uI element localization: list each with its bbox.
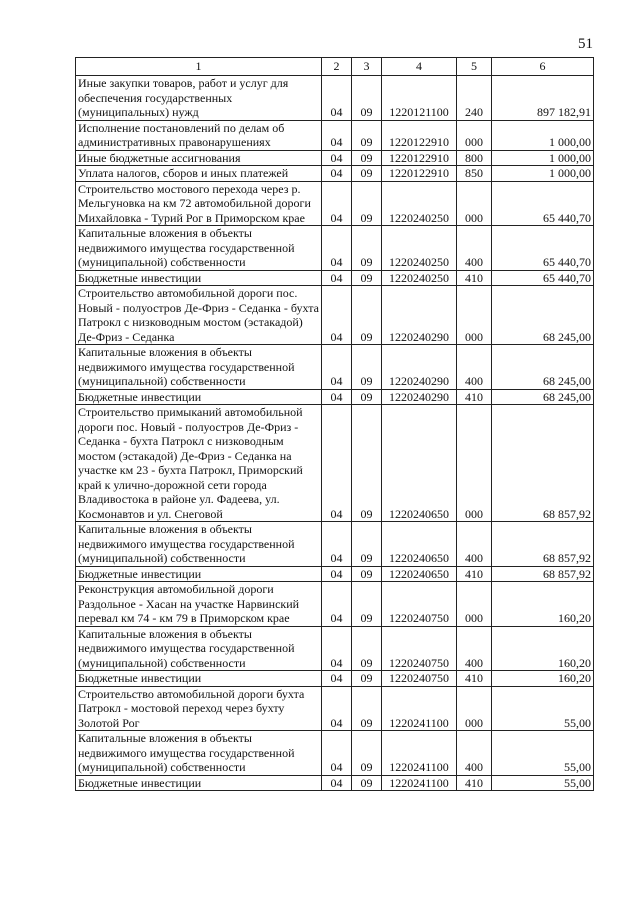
row-expense-type-cell: 240 <box>457 76 492 121</box>
row-expense-type-cell: 000 <box>457 405 492 522</box>
row-amount-cell: 68 245,00 <box>492 345 594 390</box>
table-row <box>76 686 594 731</box>
row-subsection-cell: 09 <box>352 522 382 567</box>
table-row <box>76 181 594 226</box>
row-name-cell: Строительство автомобильной дороги пос. Новый - полуостров Де-Фриз - Седанка - бухта Патрокл с низководным мостом (эстакадой) Де-Фриз - Седанка <box>76 286 322 345</box>
row-target-article-cell: 1220122910 <box>382 150 457 166</box>
row-subsection-cell: 09 <box>352 226 382 271</box>
row-subsection-cell: 09 <box>352 270 382 286</box>
row-section-cell: 04 <box>322 270 352 286</box>
row-subsection-cell: 09 <box>352 686 382 731</box>
row-amount-cell: 160,20 <box>492 671 594 687</box>
table-row <box>76 566 594 582</box>
row-expense-type-cell: 400 <box>457 522 492 567</box>
row-target-article-cell: 1220240750 <box>382 626 457 671</box>
table-row <box>76 270 594 286</box>
row-target-article-cell: 1220241100 <box>382 731 457 776</box>
row-target-article-cell: 1220240650 <box>382 566 457 582</box>
row-name-cell: Капитальные вложения в объекты недвижимого имущества государственной (муниципальной) собственности <box>76 226 322 271</box>
row-amount-cell: 68 245,00 <box>492 286 594 345</box>
row-expense-type-cell: 400 <box>457 226 492 271</box>
row-name-cell: Бюджетные инвестиции <box>76 671 322 687</box>
table-row <box>76 389 594 405</box>
row-section-cell: 04 <box>322 626 352 671</box>
row-name-cell: Бюджетные инвестиции <box>76 775 322 791</box>
header-cell: 5 <box>457 58 492 76</box>
row-target-article-cell: 1220240750 <box>382 582 457 627</box>
row-amount-cell: 68 245,00 <box>492 389 594 405</box>
row-target-article-cell: 1220241100 <box>382 775 457 791</box>
header-cell: 3 <box>352 58 382 76</box>
row-name-cell: Строительство автомобильной дороги бухта Патрокл - мостовой переход через бухту Золотой Рог <box>76 686 322 731</box>
row-subsection-cell: 09 <box>352 181 382 226</box>
row-section-cell: 04 <box>322 566 352 582</box>
row-name-cell: Бюджетные инвестиции <box>76 566 322 582</box>
row-amount-cell: 897 182,91 <box>492 76 594 121</box>
row-name-cell: Иные закупки товаров, работ и услуг для обеспечения государственных (муниципальных) нужд <box>76 76 322 121</box>
row-amount-cell: 1 000,00 <box>492 150 594 166</box>
row-section-cell: 04 <box>322 76 352 121</box>
row-expense-type-cell: 000 <box>457 181 492 226</box>
row-subsection-cell: 09 <box>352 566 382 582</box>
row-section-cell: 04 <box>322 226 352 271</box>
row-subsection-cell: 09 <box>352 166 382 182</box>
row-section-cell: 04 <box>322 671 352 687</box>
row-subsection-cell: 09 <box>352 731 382 776</box>
row-target-article-cell: 1220240250 <box>382 270 457 286</box>
row-expense-type-cell: 000 <box>457 286 492 345</box>
row-amount-cell: 68 857,92 <box>492 405 594 522</box>
header-cell: 2 <box>322 58 352 76</box>
row-subsection-cell: 09 <box>352 405 382 522</box>
row-expense-type-cell: 410 <box>457 566 492 582</box>
row-expense-type-cell: 000 <box>457 686 492 731</box>
row-section-cell: 04 <box>322 150 352 166</box>
table-header-row <box>76 58 594 76</box>
row-name-cell: Строительство мостового перехода через р. Мельгуновка на км 72 автомобильной дороги Михайловка - Турий Рог в Приморском крае <box>76 181 322 226</box>
table-row <box>76 405 594 522</box>
row-subsection-cell: 09 <box>352 286 382 345</box>
row-subsection-cell: 09 <box>352 120 382 150</box>
header-cell: 6 <box>492 58 594 76</box>
row-target-article-cell: 1220241100 <box>382 686 457 731</box>
row-name-cell: Бюджетные инвестиции <box>76 270 322 286</box>
budget-table <box>75 57 594 791</box>
table-row <box>76 120 594 150</box>
header-cell: 1 <box>76 58 322 76</box>
row-name-cell: Реконструкция автомобильной дороги Раздольное - Хасан на участке Нарвинский перевал км 74 - км 79 в Приморском крае <box>76 582 322 627</box>
row-amount-cell: 68 857,92 <box>492 566 594 582</box>
row-subsection-cell: 09 <box>352 671 382 687</box>
table-row <box>76 671 594 687</box>
row-section-cell: 04 <box>322 286 352 345</box>
table-row <box>76 226 594 271</box>
row-name-cell: Капитальные вложения в объекты недвижимого имущества государственной (муниципальной) собственности <box>76 731 322 776</box>
row-name-cell: Уплата налогов, сборов и иных платежей <box>76 166 322 182</box>
row-amount-cell: 65 440,70 <box>492 270 594 286</box>
row-target-article-cell: 1220122910 <box>382 120 457 150</box>
table-row <box>76 775 594 791</box>
row-target-article-cell: 1220240250 <box>382 181 457 226</box>
row-name-cell: Исполнение постановлений по делам об административных правонарушениях <box>76 120 322 150</box>
row-amount-cell: 55,00 <box>492 775 594 791</box>
table-row <box>76 731 594 776</box>
row-name-cell: Бюджетные инвестиции <box>76 389 322 405</box>
row-section-cell: 04 <box>322 181 352 226</box>
row-expense-type-cell: 400 <box>457 626 492 671</box>
row-target-article-cell: 1220121100 <box>382 76 457 121</box>
row-section-cell: 04 <box>322 405 352 522</box>
row-section-cell: 04 <box>322 686 352 731</box>
table-row <box>76 286 594 345</box>
row-section-cell: 04 <box>322 120 352 150</box>
row-subsection-cell: 09 <box>352 582 382 627</box>
table-row <box>76 166 594 182</box>
row-expense-type-cell: 410 <box>457 775 492 791</box>
row-subsection-cell: 09 <box>352 775 382 791</box>
row-expense-type-cell: 850 <box>457 166 492 182</box>
row-target-article-cell: 1220240290 <box>382 345 457 390</box>
row-amount-cell: 1 000,00 <box>492 166 594 182</box>
row-section-cell: 04 <box>322 582 352 627</box>
table-row <box>76 522 594 567</box>
row-amount-cell: 1 000,00 <box>492 120 594 150</box>
row-expense-type-cell: 000 <box>457 120 492 150</box>
row-amount-cell: 55,00 <box>492 731 594 776</box>
row-target-article-cell: 1220240650 <box>382 522 457 567</box>
row-expense-type-cell: 800 <box>457 150 492 166</box>
row-expense-type-cell: 410 <box>457 671 492 687</box>
row-target-article-cell: 1220122910 <box>382 166 457 182</box>
row-section-cell: 04 <box>322 731 352 776</box>
row-subsection-cell: 09 <box>352 76 382 121</box>
page-number: 51 <box>578 36 593 52</box>
table-row <box>76 150 594 166</box>
row-amount-cell: 160,20 <box>492 626 594 671</box>
row-amount-cell: 65 440,70 <box>492 181 594 226</box>
row-subsection-cell: 09 <box>352 150 382 166</box>
row-name-cell: Иные бюджетные ассигнования <box>76 150 322 166</box>
header-cell: 4 <box>382 58 457 76</box>
row-expense-type-cell: 410 <box>457 270 492 286</box>
row-subsection-cell: 09 <box>352 389 382 405</box>
row-target-article-cell: 1220240650 <box>382 405 457 522</box>
row-expense-type-cell: 000 <box>457 582 492 627</box>
row-section-cell: 04 <box>322 345 352 390</box>
row-name-cell: Капитальные вложения в объекты недвижимого имущества государственной (муниципальной) собственности <box>76 626 322 671</box>
row-target-article-cell: 1220240290 <box>382 389 457 405</box>
row-section-cell: 04 <box>322 389 352 405</box>
row-expense-type-cell: 400 <box>457 345 492 390</box>
table-row <box>76 345 594 390</box>
row-name-cell: Строительство примыканий автомобильной дороги пос. Новый - полуостров Де-Фриз - Седанка - бухта Патрокл с низководным мостом (эстакадой) Де-Фриз - Седанка на участке км 23 - бухта Патрокл, Приморский край к улично-дорожной сети города Владивостока в районе ул. Фадеева, ул. Космонавтов и ул. Снеговой <box>76 405 322 522</box>
row-amount-cell: 160,20 <box>492 582 594 627</box>
row-target-article-cell: 1220240250 <box>382 226 457 271</box>
row-amount-cell: 55,00 <box>492 686 594 731</box>
row-target-article-cell: 1220240750 <box>382 671 457 687</box>
row-amount-cell: 65 440,70 <box>492 226 594 271</box>
row-subsection-cell: 09 <box>352 345 382 390</box>
row-expense-type-cell: 400 <box>457 731 492 776</box>
row-section-cell: 04 <box>322 522 352 567</box>
table-row <box>76 76 594 121</box>
row-subsection-cell: 09 <box>352 626 382 671</box>
row-target-article-cell: 1220240290 <box>382 286 457 345</box>
table-row <box>76 626 594 671</box>
row-name-cell: Капитальные вложения в объекты недвижимого имущества государственной (муниципальной) собственности <box>76 345 322 390</box>
row-name-cell: Капитальные вложения в объекты недвижимого имущества государственной (муниципальной) собственности <box>76 522 322 567</box>
row-amount-cell: 68 857,92 <box>492 522 594 567</box>
row-section-cell: 04 <box>322 166 352 182</box>
row-section-cell: 04 <box>322 775 352 791</box>
row-expense-type-cell: 410 <box>457 389 492 405</box>
table-row <box>76 582 594 627</box>
